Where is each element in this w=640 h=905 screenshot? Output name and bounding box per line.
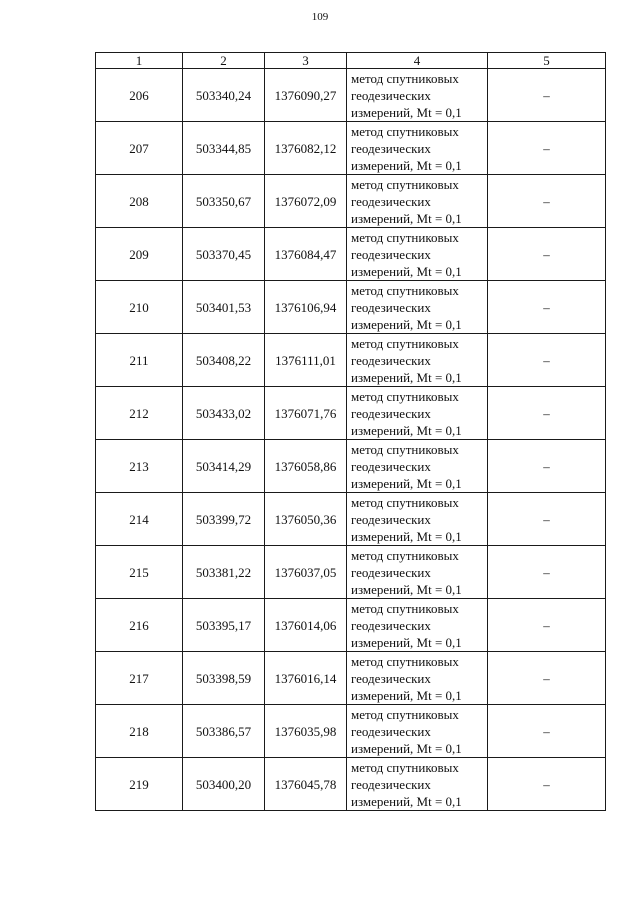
method-cell bbox=[347, 228, 488, 281]
point-number-cell: 212 bbox=[96, 387, 183, 440]
y-coordinate-cell: 1376014,06 bbox=[265, 599, 347, 652]
table-row bbox=[96, 546, 606, 599]
column-5-cell: – bbox=[488, 387, 606, 440]
column-5-cell: – bbox=[488, 705, 606, 758]
method-line: измерений, Mt = 0,1 bbox=[351, 157, 462, 173]
method-line: измерений, Mt = 0,1 bbox=[351, 740, 462, 756]
method-line: геодезических bbox=[351, 140, 431, 156]
point-number-cell: 208 bbox=[96, 175, 183, 228]
y-coordinate-cell: 1376037,05 bbox=[265, 546, 347, 599]
method-cell bbox=[347, 652, 488, 705]
column-5-cell: – bbox=[488, 493, 606, 546]
column-header-2: 2 bbox=[183, 53, 265, 69]
column-5-cell: – bbox=[488, 652, 606, 705]
column-5-cell: – bbox=[488, 599, 606, 652]
method-cell bbox=[347, 705, 488, 758]
method-line: геодезических bbox=[351, 670, 431, 686]
point-number-cell: 210 bbox=[96, 281, 183, 334]
method-line: геодезических bbox=[351, 405, 431, 421]
y-coordinate-cell: 1376106,94 bbox=[265, 281, 347, 334]
table-body bbox=[96, 69, 606, 811]
method-line: метод спутниковых bbox=[351, 547, 459, 563]
method-line: измерений, Mt = 0,1 bbox=[351, 422, 462, 438]
y-coordinate-cell: 1376082,12 bbox=[265, 122, 347, 175]
y-coordinate-cell: 1376084,47 bbox=[265, 228, 347, 281]
method-line: метод спутниковых bbox=[351, 282, 459, 298]
point-number-cell: 216 bbox=[96, 599, 183, 652]
coordinates-table bbox=[95, 52, 606, 811]
method-line: измерений, Mt = 0,1 bbox=[351, 581, 462, 597]
point-number-cell: 214 bbox=[96, 493, 183, 546]
x-coordinate-cell: 503381,22 bbox=[183, 546, 265, 599]
table-row bbox=[96, 175, 606, 228]
x-coordinate-cell: 503350,67 bbox=[183, 175, 265, 228]
method-line: измерений, Mt = 0,1 bbox=[351, 210, 462, 226]
method-line: метод спутниковых bbox=[351, 388, 459, 404]
point-number-cell: 217 bbox=[96, 652, 183, 705]
method-line: измерений, Mt = 0,1 bbox=[351, 475, 462, 491]
method-line: геодезических bbox=[351, 299, 431, 315]
method-line: метод спутниковых bbox=[351, 176, 459, 192]
method-line: геодезических bbox=[351, 352, 431, 368]
x-coordinate-cell: 503433,02 bbox=[183, 387, 265, 440]
y-coordinate-cell: 1376071,76 bbox=[265, 387, 347, 440]
method-cell bbox=[347, 758, 488, 811]
method-line: метод спутниковых bbox=[351, 70, 459, 86]
method-cell bbox=[347, 334, 488, 387]
point-number-cell: 213 bbox=[96, 440, 183, 493]
point-number-cell: 211 bbox=[96, 334, 183, 387]
y-coordinate-cell: 1376058,86 bbox=[265, 440, 347, 493]
method-cell bbox=[347, 69, 488, 122]
method-line: геодезических bbox=[351, 193, 431, 209]
method-line: метод спутниковых bbox=[351, 494, 459, 510]
column-header-5: 5 bbox=[488, 53, 606, 69]
column-header-3: 3 bbox=[265, 53, 347, 69]
method-cell bbox=[347, 175, 488, 228]
table-row bbox=[96, 440, 606, 493]
column-5-cell: – bbox=[488, 281, 606, 334]
column-5-cell: – bbox=[488, 546, 606, 599]
method-line: измерений, Mt = 0,1 bbox=[351, 793, 462, 809]
method-line: измерений, Mt = 0,1 bbox=[351, 687, 462, 703]
x-coordinate-cell: 503408,22 bbox=[183, 334, 265, 387]
method-line: измерений, Mt = 0,1 bbox=[351, 369, 462, 385]
method-cell bbox=[347, 122, 488, 175]
column-5-cell: – bbox=[488, 228, 606, 281]
method-line: метод спутниковых bbox=[351, 123, 459, 139]
method-line: измерений, Mt = 0,1 bbox=[351, 316, 462, 332]
y-coordinate-cell: 1376050,36 bbox=[265, 493, 347, 546]
y-coordinate-cell: 1376035,98 bbox=[265, 705, 347, 758]
method-line: геодезических bbox=[351, 776, 431, 792]
column-5-cell: – bbox=[488, 69, 606, 122]
y-coordinate-cell: 1376045,78 bbox=[265, 758, 347, 811]
x-coordinate-cell: 503344,85 bbox=[183, 122, 265, 175]
y-coordinate-cell: 1376111,01 bbox=[265, 334, 347, 387]
table-row bbox=[96, 387, 606, 440]
method-line: геодезических bbox=[351, 511, 431, 527]
method-line: метод спутниковых bbox=[351, 653, 459, 669]
method-line: геодезических bbox=[351, 723, 431, 739]
method-cell bbox=[347, 599, 488, 652]
x-coordinate-cell: 503400,20 bbox=[183, 758, 265, 811]
column-header-4: 4 bbox=[347, 53, 488, 69]
column-header-1: 1 bbox=[96, 53, 183, 69]
page-number: 109 bbox=[311, 11, 329, 23]
method-line: метод спутниковых bbox=[351, 600, 459, 616]
column-5-cell: – bbox=[488, 440, 606, 493]
method-line: метод спутниковых bbox=[351, 759, 459, 775]
method-cell bbox=[347, 546, 488, 599]
table-row bbox=[96, 758, 606, 811]
method-line: метод спутниковых bbox=[351, 441, 459, 457]
column-5-cell: – bbox=[488, 334, 606, 387]
x-coordinate-cell: 503398,59 bbox=[183, 652, 265, 705]
point-number-cell: 206 bbox=[96, 69, 183, 122]
method-line: измерений, Mt = 0,1 bbox=[351, 528, 462, 544]
x-coordinate-cell: 503370,45 bbox=[183, 228, 265, 281]
table-row bbox=[96, 69, 606, 122]
x-coordinate-cell: 503401,53 bbox=[183, 281, 265, 334]
point-number-cell: 215 bbox=[96, 546, 183, 599]
method-line: метод спутниковых bbox=[351, 706, 459, 722]
x-coordinate-cell: 503340,24 bbox=[183, 69, 265, 122]
y-coordinate-cell: 1376016,14 bbox=[265, 652, 347, 705]
x-coordinate-cell: 503386,57 bbox=[183, 705, 265, 758]
table-header-row bbox=[96, 53, 606, 69]
table-row bbox=[96, 599, 606, 652]
point-number-cell: 219 bbox=[96, 758, 183, 811]
table-row bbox=[96, 228, 606, 281]
column-5-cell: – bbox=[488, 175, 606, 228]
x-coordinate-cell: 503414,29 bbox=[183, 440, 265, 493]
method-line: измерений, Mt = 0,1 bbox=[351, 104, 462, 120]
method-line: геодезических bbox=[351, 246, 431, 262]
method-line: измерений, Mt = 0,1 bbox=[351, 263, 462, 279]
method-line: геодезических bbox=[351, 458, 431, 474]
table-row bbox=[96, 122, 606, 175]
y-coordinate-cell: 1376072,09 bbox=[265, 175, 347, 228]
table-row bbox=[96, 281, 606, 334]
method-line: геодезических bbox=[351, 617, 431, 633]
method-cell bbox=[347, 440, 488, 493]
column-5-cell: – bbox=[488, 122, 606, 175]
table-row bbox=[96, 705, 606, 758]
point-number-cell: 209 bbox=[96, 228, 183, 281]
table-row bbox=[96, 334, 606, 387]
table-row bbox=[96, 493, 606, 546]
method-cell bbox=[347, 493, 488, 546]
y-coordinate-cell: 1376090,27 bbox=[265, 69, 347, 122]
method-line: геодезических bbox=[351, 564, 431, 580]
method-line: измерений, Mt = 0,1 bbox=[351, 634, 462, 650]
column-5-cell: – bbox=[488, 758, 606, 811]
point-number-cell: 218 bbox=[96, 705, 183, 758]
method-cell bbox=[347, 387, 488, 440]
point-number-cell: 207 bbox=[96, 122, 183, 175]
x-coordinate-cell: 503395,17 bbox=[183, 599, 265, 652]
method-line: метод спутниковых bbox=[351, 335, 459, 351]
method-line: геодезических bbox=[351, 87, 431, 103]
method-line: метод спутниковых bbox=[351, 229, 459, 245]
method-cell bbox=[347, 281, 488, 334]
x-coordinate-cell: 503399,72 bbox=[183, 493, 265, 546]
table-row bbox=[96, 652, 606, 705]
